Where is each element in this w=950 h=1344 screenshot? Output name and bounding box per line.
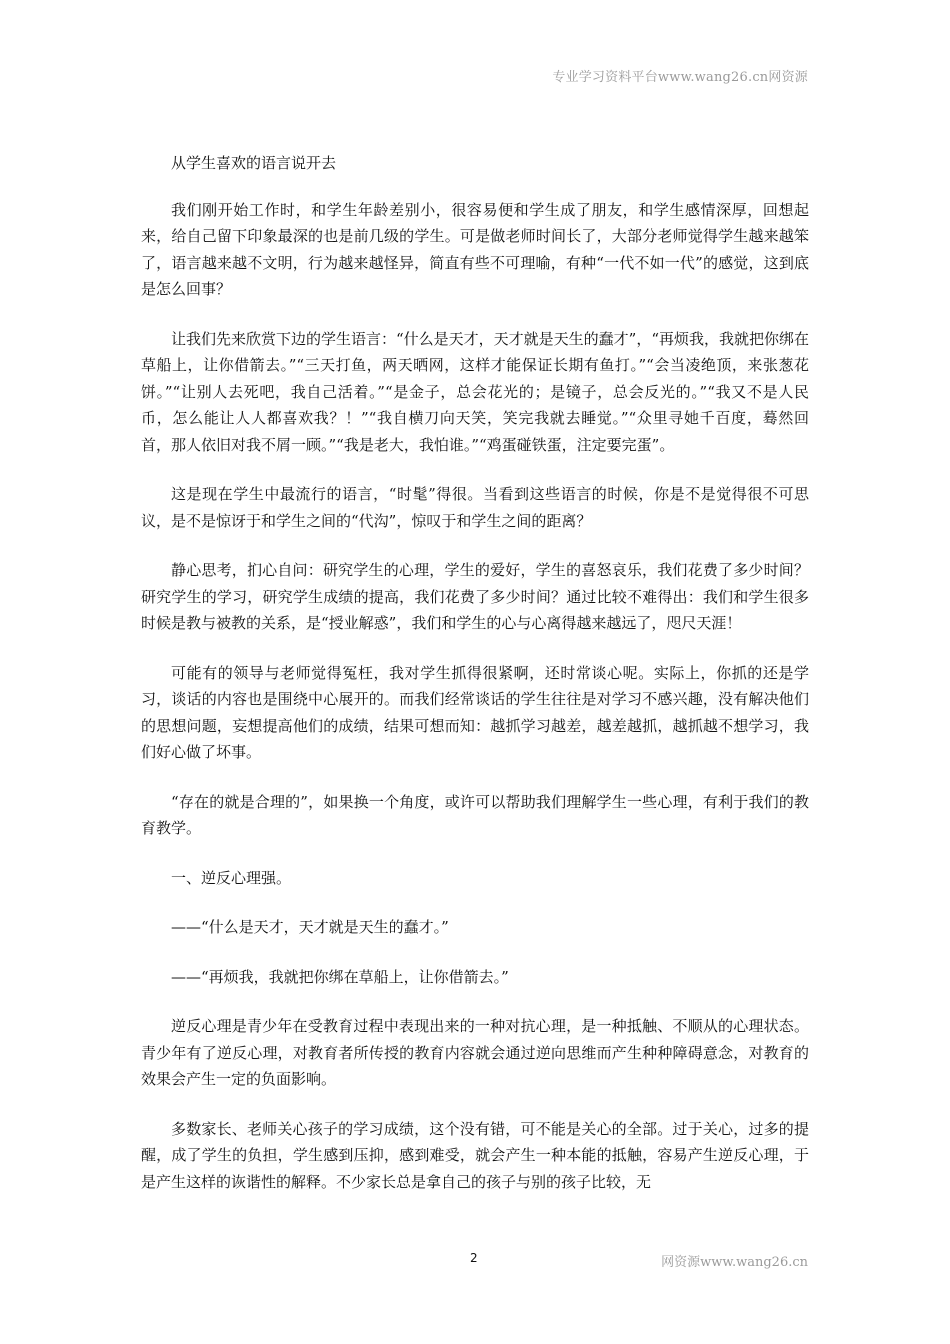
article-title: 从学生喜欢的语言说开去: [171, 154, 337, 172]
paragraph: 可能有的领导与老师觉得冤枉，我对学生抓得很紧啊，还时常谈心呢。实际上，你抓的还是学习，谈话的内容也是围绕中心展开的。而我们经常谈话的学生往往是对学习不感兴趣，没有解决他们的思想问题，妄想提高他们的成绩，结果可想而知：越抓学习越差，越差越抓，越抓越不想学习，我们好心做了坏事。: [141, 663, 809, 761]
paragraph: 让我们先来欣赏下边的学生语言：“什么是天才，天才就是天生的蠢才”，“再烦我，我就把你绑在草船上，让你借箭去。”“三天打鱼，两天晒网，这样才能保证长期有鱼打。”“会当凌绝顶，来张葱花饼。”“让别人去死吧，我自己活着。”“是金子，总会花光的；是镜子，总会反光的。”“我又不是人民币，怎么能让人人都喜欢我？！”“我自横刀向天笑，笑完我就去睡觉。”“众里寻她千百度，蓦然回首，那人依旧对我不屑一顾。”“我是老大，我怕谁。”“鸡蛋碰铁蛋，注定要完蛋”。: [141, 329, 810, 454]
paragraph: 多数家长、老师关心孩子的学习成绩，这个没有错，可不能是关心的全部。过于关心，过多的提醒，成了学生的负担，学生感到压抑，感到难受，就会产生一种本能的抵触，容易产生逆反心理，于是产生这样的诙谐性的解释。不少家长总是拿自己的孩子与别的孩子比较，无: [141, 1119, 809, 1191]
paragraph: 逆反心理是青少年在受教育过程中表现出来的一种对抗心理，是一种抵触、不顺从的心理状态。青少年有了逆反心理，对教育者所传授的教育内容就会通过逆向思维而产生种种障碍意念，对教育的效果会产生一定的负面影响。: [141, 1017, 809, 1088]
paragraph: “存在的就是合理的”，如果换一个角度，或许可以帮助我们理解学生一些心理，有利于我们的教育教学。: [141, 792, 809, 837]
quote-line: ——“什么是天才，天才就是天生的蠢才。”: [171, 918, 449, 936]
document-body: [141, 150, 809, 1218]
paragraph: 静心思考，扪心自问：研究学生的心理，学生的爱好，学生的喜怒哀乐，我们花费了多少时间？研究学生的学习，研究学生成绩的提高，我们花费了多少时间？通过比较不难得出：我们和学生很多时候是教与被教的关系，是“授业解惑”，我们和学生的心与心离得越来越远了，咫尺天涯！: [141, 561, 809, 632]
paragraph: 这是现在学生中最流行的语言，“时髦”得很。当看到这些语言的时候，你是不是觉得很不可思议，是不是惊讶于和学生之间的“代沟”，惊叹于和学生之间的距离？: [141, 485, 809, 530]
paragraph: 我们刚开始工作时，和学生年龄差别小，很容易便和学生成了朋友，和学生感情深厚，回想起来，给自己留下印象最深的也是前几级的学生。可是做老师时间长了，大部分老师觉得学生越来越笨了，语言越来越不文明，行为越来越怪异，简直有些不可理喻，有种“一代不如一代”的感觉，这到底是怎么回事？: [141, 200, 809, 298]
section-heading: 一、逆反心理强。: [171, 868, 292, 887]
page-header: 专业学习资料平台www.wang26.cn网资源: [552, 70, 808, 85]
quote-line: ——“再烦我，我就把你绑在草船上，让你借箭去。”: [171, 967, 509, 986]
page-number: 2: [470, 1251, 478, 1265]
page-footer: 网资源www.wang26.cn: [661, 1255, 808, 1270]
